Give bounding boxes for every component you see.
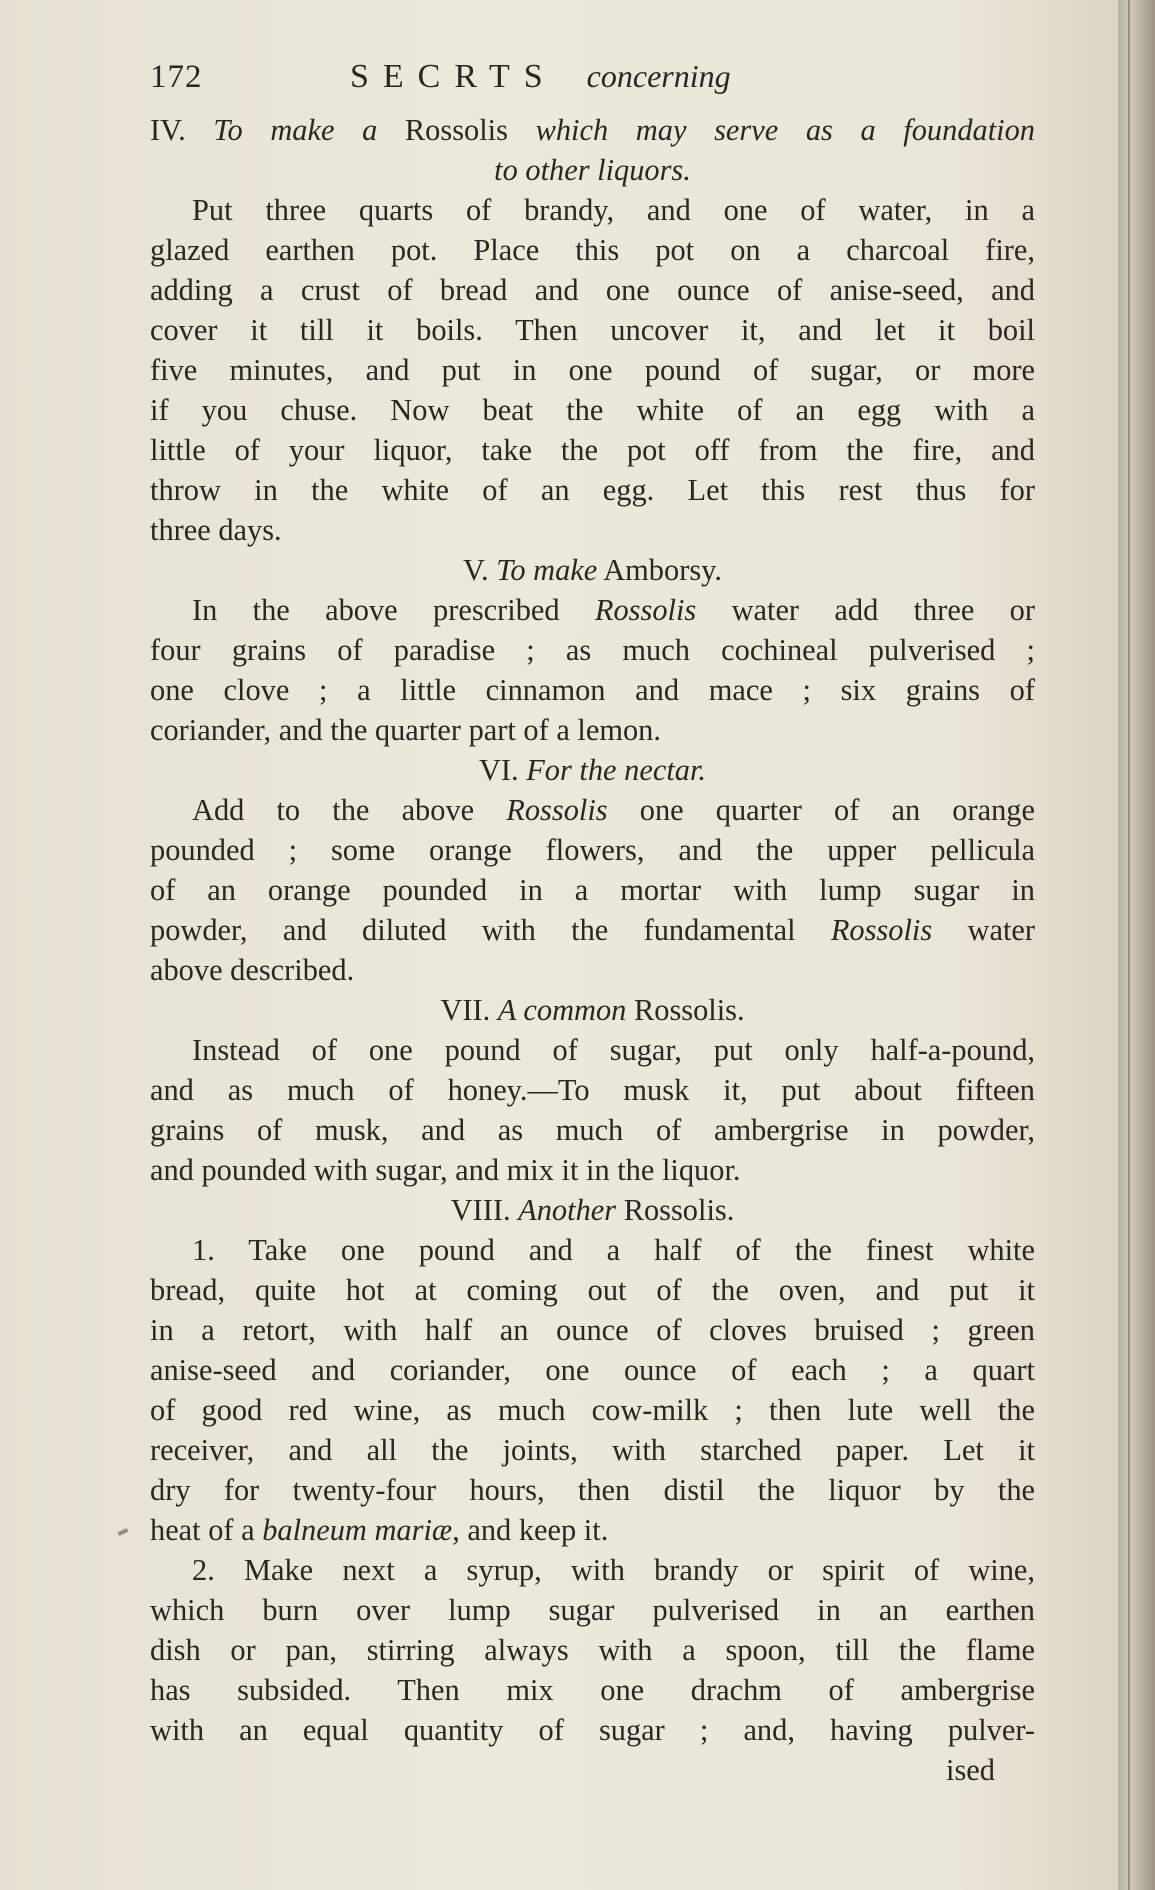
text-run: little of your liquor, take the pot off from the fire, and <box>150 433 1035 467</box>
text-line <box>150 1070 1035 1110</box>
text-line <box>150 150 1035 190</box>
text-run: in a retort, with half an ounce of cloves bruised ; green <box>150 1313 1035 1347</box>
catchword: ised <box>946 1753 995 1787</box>
text-run: above described. <box>150 953 355 987</box>
text-line <box>150 1270 1035 1310</box>
text-line <box>150 1430 1035 1470</box>
text-run: coriander, and the quarter part of a lemon. <box>150 713 661 747</box>
text-line <box>150 990 1035 1030</box>
text-line <box>150 1670 1035 1710</box>
text-run: In the above prescribed <box>192 593 595 627</box>
text-line <box>150 1390 1035 1430</box>
text-line <box>150 470 1035 510</box>
text-run: pounded ; some orange flowers, and the upper pellicula <box>150 833 1035 867</box>
text-run: balneum mariæ, <box>262 1513 460 1547</box>
text-run: has subsided. Then mix one drachm of ambergrise <box>150 1673 1035 1707</box>
text-line <box>150 1470 1035 1510</box>
text-run: one clove ; a little cinnamon and mace ; six grains of <box>150 673 1035 707</box>
text-run: cover it till it boils. Then uncover it, and let it boil <box>150 313 1035 347</box>
text-line <box>150 1190 1035 1230</box>
text-line <box>150 750 1035 790</box>
text-line <box>150 670 1035 710</box>
text-run: grains of musk, and as much of ambergrise in powder, <box>150 1113 1035 1147</box>
text-line <box>150 1630 1035 1670</box>
text-run: A common <box>497 993 627 1027</box>
text-run: V. <box>463 553 497 587</box>
text-line <box>150 430 1035 470</box>
text-run: dish or pan, stirring always with a spoon, till the flame <box>150 1633 1035 1667</box>
text-run: VIII. <box>450 1193 519 1227</box>
text-run: anise-seed and coriander, one ounce of each ; a quart <box>150 1353 1035 1387</box>
text-line <box>150 950 1035 990</box>
text-run: and as much of honey.—To musk it, put about fifteen <box>150 1073 1035 1107</box>
gutter-fold-line <box>1128 0 1130 1890</box>
text-line <box>150 390 1035 430</box>
text-line <box>150 910 1035 950</box>
text-run: dry for twenty-four hours, then distil the liquor by the <box>150 1473 1035 1507</box>
text-run: Rossolis <box>506 793 608 827</box>
text-line <box>150 230 1035 270</box>
text-run: Rossolis. <box>616 1193 735 1227</box>
running-head <box>150 58 1035 110</box>
text-run: water <box>932 913 1035 947</box>
text-line <box>150 1150 1035 1190</box>
text-line <box>150 830 1035 870</box>
text-line <box>150 630 1035 670</box>
text-run: powder, and diluted with the fundamental <box>150 913 831 947</box>
text-run: VI. <box>478 753 527 787</box>
text-run: with an equal quantity of sugar ; and, having pulver- <box>150 1713 1035 1747</box>
text-run: of an orange pounded in a mortar with lump sugar in <box>150 873 1035 907</box>
text-run: Rossolis <box>377 113 536 147</box>
text-run: to other liquors. <box>494 153 691 187</box>
text-run: four grains of paradise ; as much cochineal pulverised ; <box>150 633 1035 667</box>
text-run: VII. <box>440 993 498 1027</box>
running-subtitle: concerning <box>586 58 731 94</box>
page-number: 172 <box>150 59 203 95</box>
text-run: one quarter of an orange <box>607 793 1035 827</box>
text-line <box>150 590 1035 630</box>
text-run: Add to the above <box>192 793 507 827</box>
text-run: receiver, and all the joints, with starched paper. Let it <box>150 1433 1035 1467</box>
text-line <box>150 550 1035 590</box>
text-run: throw in the white of an egg. Let this rest thus for <box>150 473 1035 507</box>
text-line <box>150 1310 1035 1350</box>
text-line <box>150 310 1035 350</box>
text-line <box>150 870 1035 910</box>
text-line <box>150 790 1035 830</box>
text-run: Amborsy. <box>597 553 722 587</box>
running-title: SECRTS <box>350 58 557 95</box>
text-line <box>150 270 1035 310</box>
text-run: For the nectar. <box>526 753 707 787</box>
text-line <box>150 190 1035 230</box>
text-run: glazed earthen pot. Place this pot on a charcoal fire, <box>150 233 1035 267</box>
text-line <box>150 1550 1035 1590</box>
text-run: Another <box>518 1193 617 1227</box>
text-run: Rossolis <box>594 593 697 627</box>
text-run: To make a <box>213 113 378 147</box>
text-run: five minutes, and put in one pound of sugar, or more <box>150 353 1035 387</box>
text-run: and keep it. <box>459 1513 609 1547</box>
text-line <box>150 1110 1035 1150</box>
text-run: Instead of one pound of sugar, put only half-a-pound, <box>192 1033 1035 1067</box>
text-run: Put three quarts of brandy, and one of water, in a <box>192 193 1035 227</box>
text-run: if you chuse. Now beat the white of an egg with a <box>150 393 1035 427</box>
text-run: adding a crust of bread and one ounce of anise-seed, and <box>150 273 1035 307</box>
text-run: IV. <box>150 113 214 147</box>
text-run: 2. Make next a syrup, with brandy or spirit of wine, <box>192 1553 1035 1587</box>
text-line <box>150 350 1035 390</box>
text-run: bread, quite hot at coming out of the oven, and put it <box>150 1273 1035 1307</box>
text-run: and pounded with sugar, and mix it in the liquor. <box>150 1153 741 1187</box>
page-text <box>150 58 1035 1790</box>
text-run: heat of a <box>150 1513 263 1547</box>
text-line <box>150 510 1035 550</box>
text-line <box>150 1710 1035 1750</box>
text-line <box>150 1030 1035 1070</box>
text-line <box>150 1510 1035 1550</box>
text-run: which burn over lump sugar pulverised in an earthen <box>150 1593 1035 1627</box>
text-run: of good red wine, as much cow-milk ; then lute well the <box>150 1393 1035 1427</box>
text-line <box>150 1590 1035 1630</box>
body-text <box>150 110 1035 1750</box>
text-run: To make <box>496 553 598 587</box>
text-run: Rossolis. <box>626 993 745 1027</box>
text-run: 1. Take one pound and a half of the finest white <box>192 1233 1035 1267</box>
book-gutter <box>1118 0 1155 1890</box>
text-run: Rossolis <box>830 913 933 947</box>
text-line <box>150 110 1035 150</box>
text-run: three days. <box>150 513 282 547</box>
text-line <box>150 710 1035 750</box>
text-line <box>150 1230 1035 1270</box>
text-run: water add three or <box>696 593 1035 627</box>
text-run: which may serve as a foundation <box>535 113 1035 147</box>
text-line <box>150 1350 1035 1390</box>
